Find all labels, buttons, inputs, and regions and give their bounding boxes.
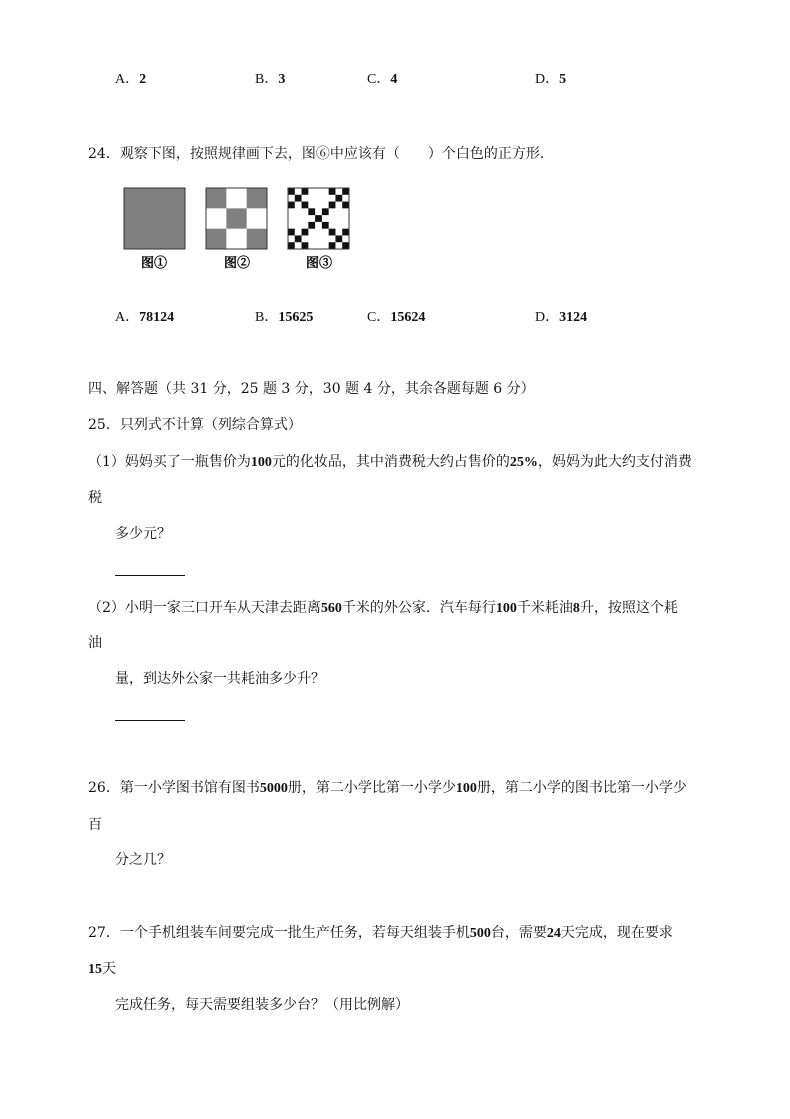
figure-3-black-square	[342, 202, 349, 209]
q24-figures	[120, 184, 360, 274]
q27-line2: 15天	[88, 961, 116, 977]
figure-3-black-square	[302, 229, 309, 236]
figure-3-black-square	[329, 229, 336, 236]
q26-line1: 26．第一小学图书馆有图书5000册，第二小学比第一小学少100册，第二小学的图书比第一小学少	[88, 780, 687, 796]
figure-3-black-square	[288, 188, 295, 195]
figure-3-black-square	[295, 195, 302, 202]
figure-3-black-square	[342, 188, 349, 195]
q25-part1-line2: 税	[88, 490, 102, 506]
q25-part2-answer-line	[115, 720, 185, 721]
figure-3-black-square	[308, 208, 315, 215]
q23-option-a: A．2	[115, 72, 147, 87]
q23-option-c: C．4	[367, 72, 398, 87]
figure-3-black-square	[335, 195, 342, 202]
q23-option-b: B．3	[255, 72, 286, 87]
figure-3-black-square	[342, 229, 349, 236]
q23-option-d: D．5	[535, 72, 567, 87]
q25-part1-line1: （1）妈妈买了一瓶售价为100元的化妆品，其中消费税大约占售价的25%，妈妈为此大约支付消费	[88, 454, 692, 470]
q25-stem: 25．只列式不计算（列综合算式）	[88, 417, 302, 433]
q24-stem: 24．观察下图，按照规律画下去，图⑥中应该有（ ）个白色的正方形．	[88, 146, 554, 162]
figure-3-black-square	[288, 202, 295, 209]
figure-3-black-square	[315, 215, 322, 222]
figure-3-black-square	[288, 229, 295, 236]
figure-3-black-square	[322, 208, 329, 215]
figure-3-black-square	[302, 188, 309, 195]
figure-3-black-square	[329, 188, 336, 195]
q24-option-d: D．3124	[535, 310, 588, 325]
figure-3-black-square	[288, 242, 295, 249]
figure-3-black-square	[329, 242, 336, 249]
figure-1-label: 图①	[140, 256, 168, 271]
figure-3-black-square	[335, 235, 342, 242]
figure-3-black-square	[322, 222, 329, 229]
figure-3-black-square	[302, 242, 309, 249]
figure-2-label: 图②	[223, 256, 251, 271]
q27-line1: 27．一个手机组装车间要完成一批生产任务，若每天组装手机500台，需要24天完成，现在要求	[88, 925, 673, 941]
figure-3-black-square	[295, 235, 302, 242]
q24-option-b: B．15625	[255, 310, 314, 325]
section-4-heading: 四、解答题（共 31 分，25 题 3 分，30 题 4 分，其余各题每题 6 分）	[88, 381, 535, 397]
figure-1	[124, 188, 185, 249]
figure-3-label: 图③	[305, 256, 333, 271]
q25-part2-line1: （2）小明一家三口开车从天津去距离560千米的外公家．汽车每行100千米耗油8升，按照这个耗	[88, 600, 678, 616]
q26-line3: 分之几？	[115, 852, 171, 868]
q25-part1-answer-line	[115, 575, 185, 576]
figure-3-black-square	[329, 202, 336, 209]
q24-option-c: C．15624	[367, 310, 426, 325]
q26-line2: 百	[88, 817, 102, 833]
q25-part1-line3: 多少元？	[115, 526, 171, 542]
q27-line3: 完成任务，每天需要组装多少台？（用比例解）	[115, 997, 409, 1013]
figure-3-black-square	[308, 222, 315, 229]
figure-2	[206, 188, 267, 249]
q24-option-a: A．78124	[115, 310, 175, 325]
q25-part2-line2: 油	[88, 635, 102, 651]
figure-3-black-square	[342, 242, 349, 249]
q25-part2-line3: 量，到达外公家一共耗油多少升？	[115, 671, 325, 687]
figure-3	[288, 188, 349, 249]
figure-3-black-square	[302, 202, 309, 209]
